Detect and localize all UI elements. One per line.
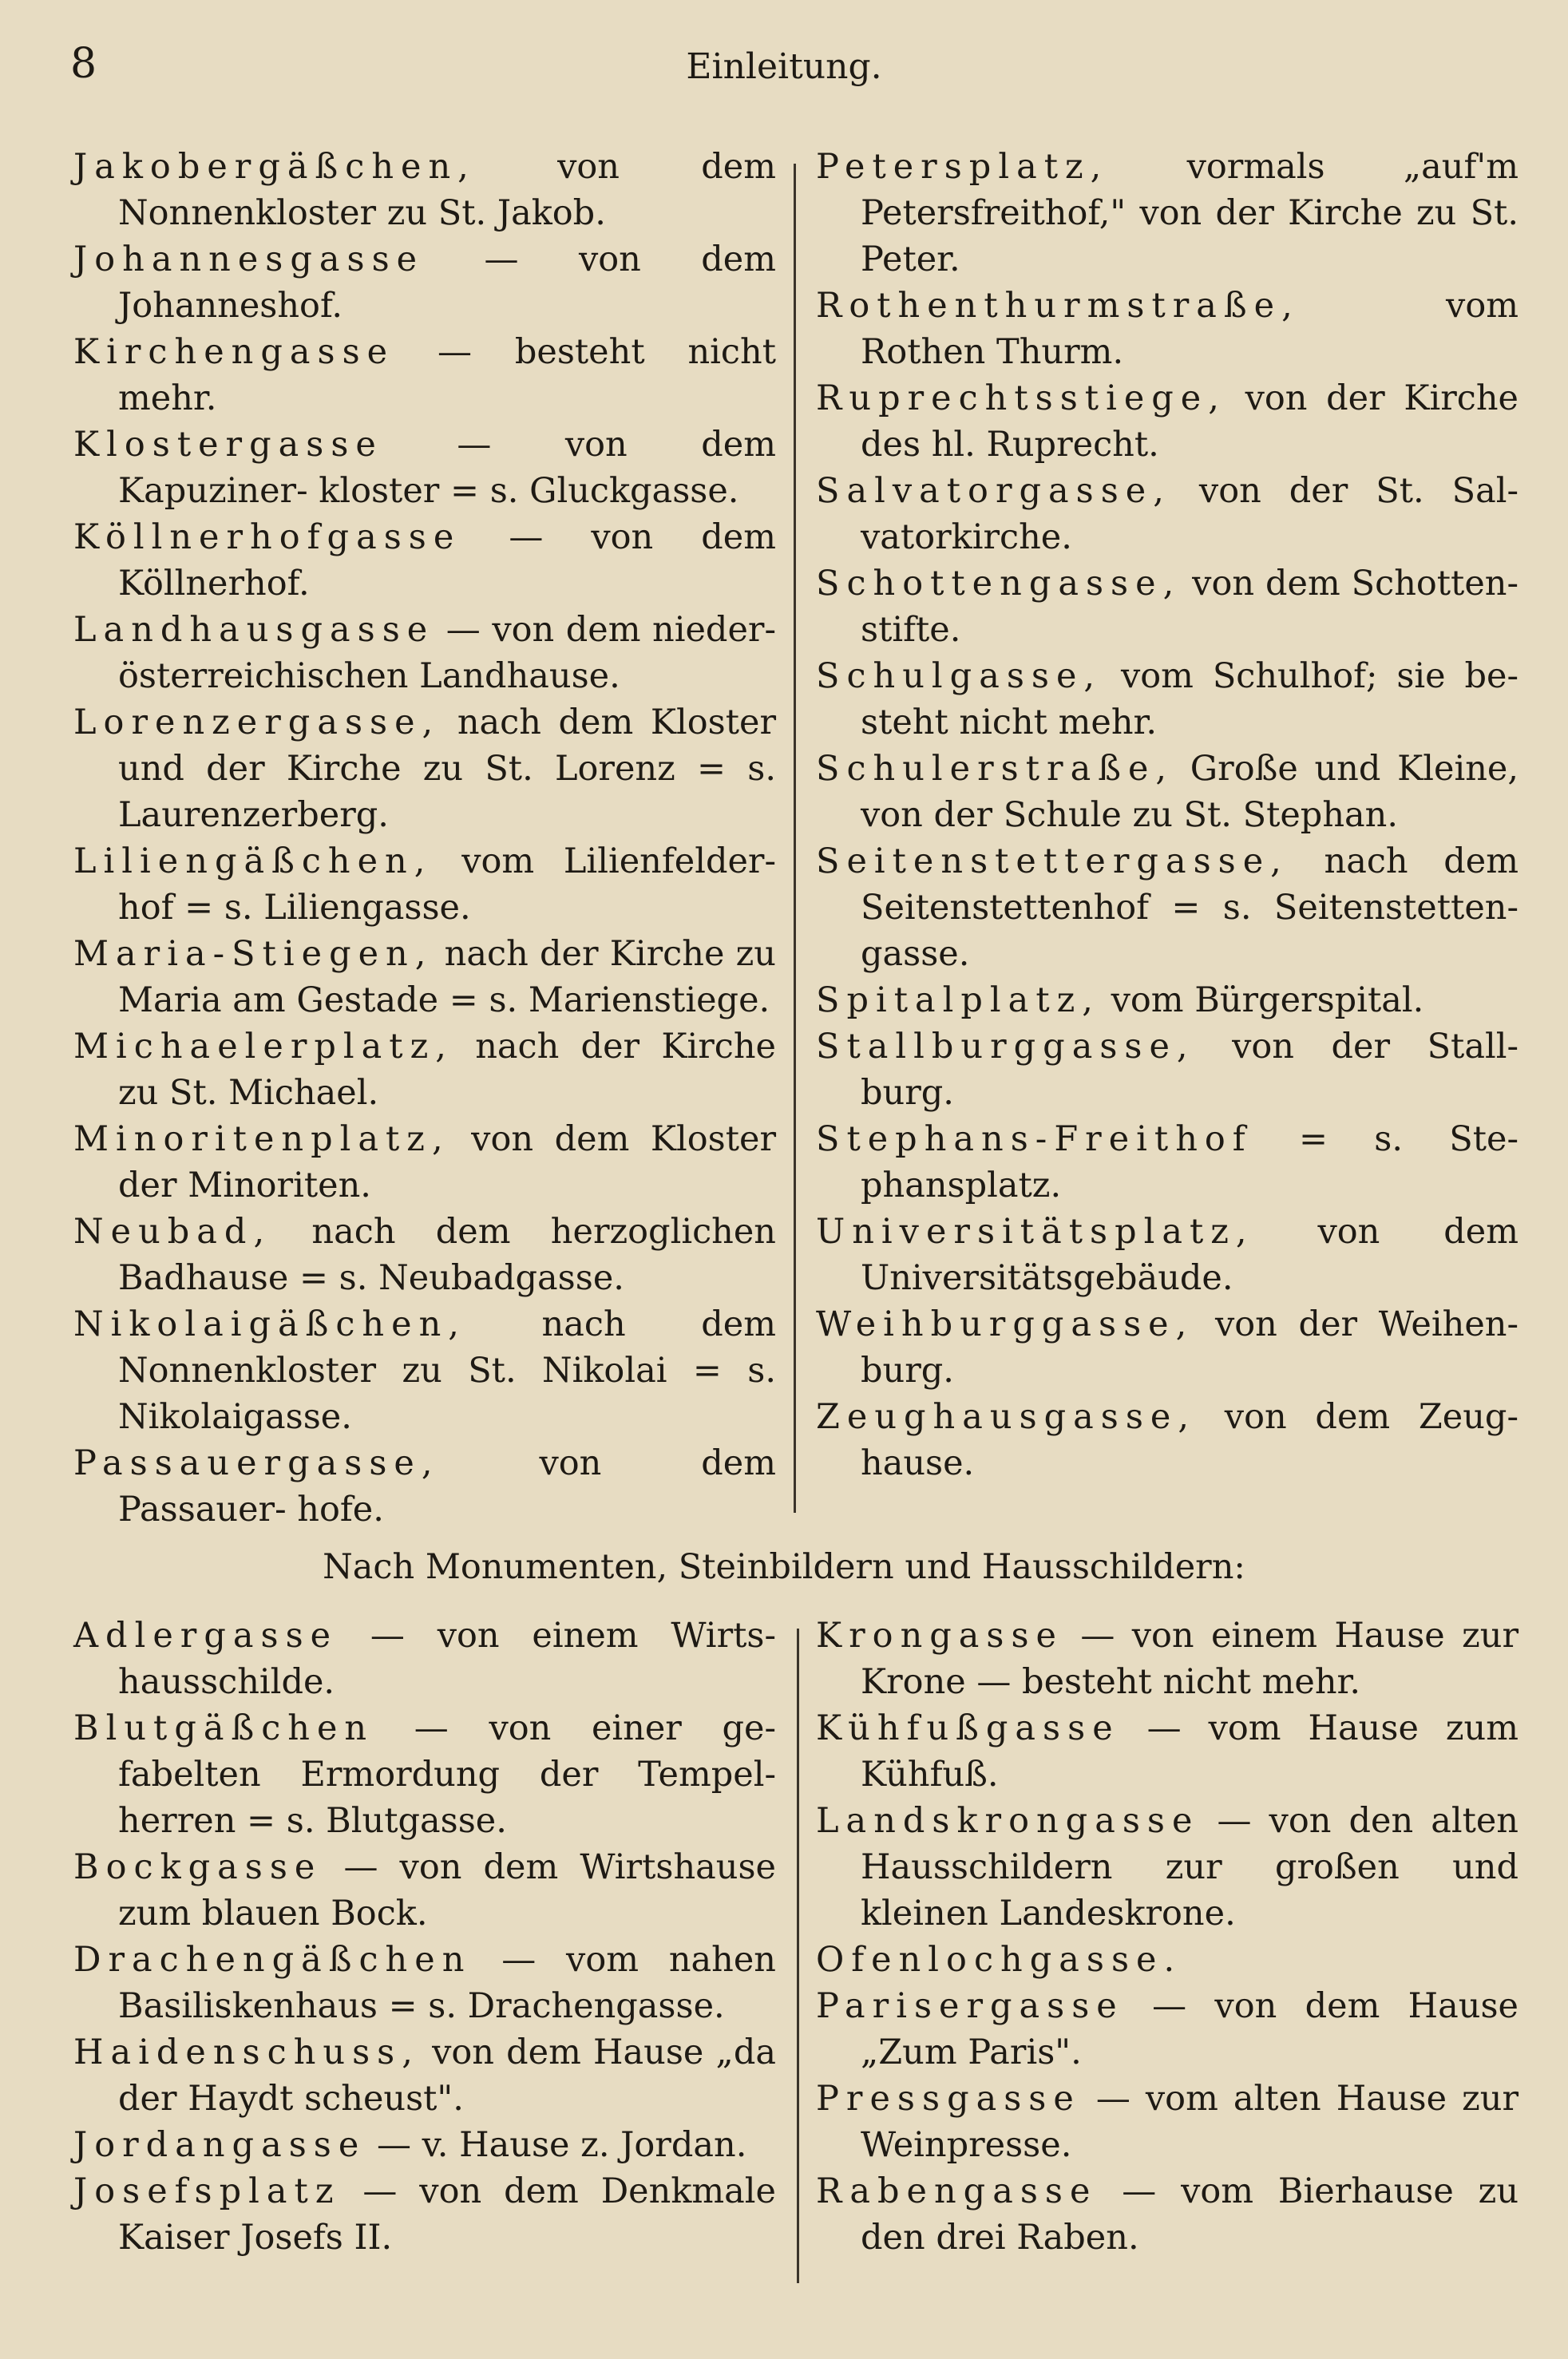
street-name: Weihburggasse, — [816, 1304, 1194, 1344]
street-list-top-left — [73, 144, 776, 1533]
street-entry — [816, 1116, 1519, 1209]
street-origin: vom Schulhof; sie be- steht nicht mehr. — [861, 656, 1519, 742]
street-entry — [73, 1937, 776, 2029]
street-origin: — von einem Wirts- hausschilde. — [118, 1616, 776, 1702]
street-entry — [816, 1301, 1519, 1394]
street-name: Minoritenplatz, — [73, 1119, 450, 1159]
street-name: Adlergasse — [73, 1616, 339, 1656]
street-origin: nach der Kirche zu St. Michael. — [118, 1027, 776, 1113]
street-entry — [73, 329, 776, 422]
street-name: Ofenlochgasse. — [816, 1940, 1182, 1980]
street-entry — [816, 653, 1519, 746]
street-entry — [73, 1301, 776, 1440]
street-entry — [73, 2029, 776, 2122]
street-entry — [816, 2168, 1519, 2261]
street-name: Haidenschuss, — [73, 2032, 420, 2072]
street-origin: — vom nahen Basiliskenhaus = s. Drachengasse. — [118, 1940, 776, 2026]
street-list-top-right — [816, 144, 1519, 1486]
street-entry — [816, 1209, 1519, 1301]
street-entry — [816, 144, 1519, 283]
street-entry — [816, 283, 1519, 375]
street-name: Passauergasse, — [73, 1443, 440, 1483]
street-name: Salvatorgasse, — [816, 471, 1171, 511]
street-name: Liliengäßchen, — [73, 841, 433, 881]
street-name: Johannesgasse — [73, 239, 425, 279]
street-name: Rothenthurmstraße, — [816, 286, 1300, 326]
section-subheading: Nach Monumenten, Steinbildern und Hausschildern: — [323, 1547, 1245, 1587]
street-name: Maria-Stiegen, — [73, 934, 434, 974]
street-entry — [816, 977, 1519, 1023]
street-entry — [73, 1209, 776, 1301]
street-origin: vom Rothen Thurm. — [861, 286, 1519, 372]
street-entry — [816, 468, 1519, 560]
street-entry — [73, 1705, 776, 1844]
street-name: Landhausgasse — [73, 610, 435, 650]
street-origin: nach der Kirche zu Maria am Gestade = s. Marienstiege. — [118, 934, 776, 1020]
street-name: Neubad, — [73, 1212, 272, 1252]
street-entry — [73, 236, 776, 329]
street-entry — [73, 1844, 776, 1937]
street-entry — [816, 375, 1519, 468]
street-entry — [73, 931, 776, 1023]
street-name: Ruprechtsstiege, — [816, 378, 1226, 418]
street-entry — [816, 1705, 1519, 1798]
street-entry — [73, 144, 776, 236]
street-origin: nach dem herzoglichen Badhause = s. Neubadgasse. — [118, 1212, 776, 1298]
street-entry — [816, 746, 1519, 838]
street-entry — [816, 1937, 1519, 1983]
street-origin: — vom alten Hause zur Weinpresse. — [861, 2079, 1519, 2165]
street-origin: von dem Kloster der Minoriten. — [118, 1119, 777, 1205]
street-name: Jakobergäßchen, — [73, 147, 476, 187]
street-origin: — von dem Hause „Zum Paris". — [861, 1986, 1519, 2072]
street-name: Krongasse — [816, 1616, 1064, 1656]
street-entry — [73, 422, 776, 514]
street-origin: von dem Zeug- hause. — [861, 1397, 1519, 1483]
street-name: Zeughausgasse, — [816, 1397, 1197, 1437]
street-name: Spitalplatz, — [816, 980, 1100, 1020]
street-origin: vormals „auf'm Petersfreithof," von der Kirche zu St. Peter. — [861, 147, 1519, 279]
street-origin: nach dem Seitenstettenhof = s. Seitenstetten- gasse. — [861, 841, 1519, 974]
street-name: Nikolaigäßchen, — [73, 1304, 466, 1344]
street-entry — [816, 1798, 1519, 1937]
page-number: 8 — [70, 40, 97, 88]
street-entry — [73, 2168, 776, 2261]
street-name: Universitätsplatz, — [816, 1212, 1254, 1252]
street-entry — [73, 607, 776, 699]
street-origin: nach dem Nonnenkloster zu St. Nikolai = s. Nikolaigasse. — [118, 1304, 776, 1437]
street-name: Kirchengasse — [73, 332, 395, 372]
street-name: Stephans-Freithof — [816, 1119, 1253, 1159]
street-name: Schottengasse, — [816, 564, 1182, 604]
street-name: Kühfußgasse — [816, 1708, 1120, 1748]
street-origin: vom Lilienfelder- hof = s. Liliengasse. — [118, 841, 777, 928]
column-divider-bottom — [797, 1629, 799, 2283]
page-header — [0, 40, 1568, 104]
street-origin: von dem Schotten- stifte. — [861, 564, 1519, 650]
street-entry — [816, 1023, 1519, 1116]
street-entry — [816, 1613, 1519, 1705]
street-origin: von der Stall- burg. — [861, 1027, 1519, 1113]
street-entry — [73, 1440, 776, 1533]
street-name: Lorenzergasse, — [73, 703, 441, 742]
street-list-bottom-left — [73, 1613, 776, 2261]
street-list-bottom-right — [816, 1613, 1519, 2261]
street-name: Schulgasse, — [816, 656, 1103, 696]
street-origin: — von dem nieder- österreichischen Landhause. — [118, 610, 776, 696]
street-name: Petersplatz, — [816, 147, 1109, 187]
street-origin: von dem Universitätsgebäude. — [861, 1212, 1519, 1298]
street-name: Pressgasse — [816, 2079, 1081, 2119]
street-origin: nach dem Kloster und der Kirche zu St. Lorenz = s. Laurenzerberg. — [118, 703, 776, 835]
street-name: Parisergasse — [816, 1986, 1124, 2026]
street-origin: von der St. Sal- vatorkirche. — [861, 471, 1519, 557]
street-entry — [73, 1613, 776, 1705]
street-name: Josefsplatz — [73, 2171, 341, 2211]
street-origin: — von einem Hause zur Krone — besteht nicht mehr. — [861, 1616, 1519, 1702]
street-name: Köllnerhofgasse — [73, 517, 461, 557]
street-origin: von dem Nonnenkloster zu St. Jakob. — [118, 147, 777, 233]
street-origin: = s. Ste- phansplatz. — [861, 1119, 1519, 1205]
street-name: Bockgasse — [73, 1847, 323, 1887]
street-origin: — von den alten Hausschildern zur großen und kleinen Landeskrone. — [861, 1801, 1519, 1934]
street-entry — [816, 1983, 1519, 2076]
street-name: Blutgäßchen — [73, 1708, 374, 1748]
street-name: Michaelerplatz, — [73, 1027, 453, 1067]
street-origin: — besteht nicht mehr. — [118, 332, 776, 418]
street-entry — [816, 2076, 1519, 2168]
street-name: Stallburggasse, — [816, 1027, 1195, 1067]
street-origin: von der Kirche des hl. Ruprecht. — [861, 378, 1519, 465]
street-origin: von dem Hause „da der Haydt scheust". — [118, 2032, 776, 2119]
street-origin: — von einer ge- fabelten Ermordung der Tempel- herren = s. Blutgasse. — [118, 1708, 777, 1841]
street-entry — [73, 1023, 776, 1116]
street-entry — [816, 838, 1519, 977]
street-origin: — vom Hause zum Kühfuß. — [861, 1708, 1519, 1795]
street-name: Drachengäßchen — [73, 1940, 472, 1980]
street-origin: von der Weihen- burg. — [861, 1304, 1519, 1391]
street-entry — [73, 699, 776, 838]
street-entry — [816, 1394, 1519, 1486]
street-entry — [73, 2122, 776, 2168]
street-origin: — v. Hause z. Jordan. — [376, 2125, 747, 2165]
street-name: Klostergasse — [73, 425, 383, 465]
street-origin: vom Bürgerspital. — [1111, 980, 1424, 1020]
street-origin: Große und Kleine, von der Schule zu St. Stephan. — [861, 749, 1519, 835]
street-entry — [73, 1116, 776, 1209]
running-head: Einleitung. — [686, 46, 882, 87]
street-origin: — von dem Köllnerhof. — [118, 517, 777, 604]
street-name: Seitenstettergasse, — [816, 841, 1289, 881]
street-name: Schulerstraße, — [816, 749, 1174, 789]
street-name: Rabengasse — [816, 2171, 1098, 2211]
street-origin: — von dem Kapuziner- kloster = s. Gluckgasse. — [118, 425, 777, 511]
street-entry — [73, 838, 776, 931]
street-entry — [73, 514, 776, 607]
street-origin: — von dem Johanneshof. — [118, 239, 776, 326]
street-name: Jordangasse — [73, 2125, 366, 2165]
column-divider-top — [794, 164, 796, 1513]
street-origin: — vom Bierhause zu den drei Raben. — [861, 2171, 1519, 2258]
street-origin: — von dem Wirtshause zum blauen Bock. — [118, 1847, 776, 1934]
street-origin: — von dem Denkmale Kaiser Josefs II. — [118, 2171, 776, 2258]
street-entry — [816, 560, 1519, 653]
street-name: Landskrongasse — [816, 1801, 1200, 1841]
street-origin: von dem Passauer- hofe. — [118, 1443, 777, 1530]
